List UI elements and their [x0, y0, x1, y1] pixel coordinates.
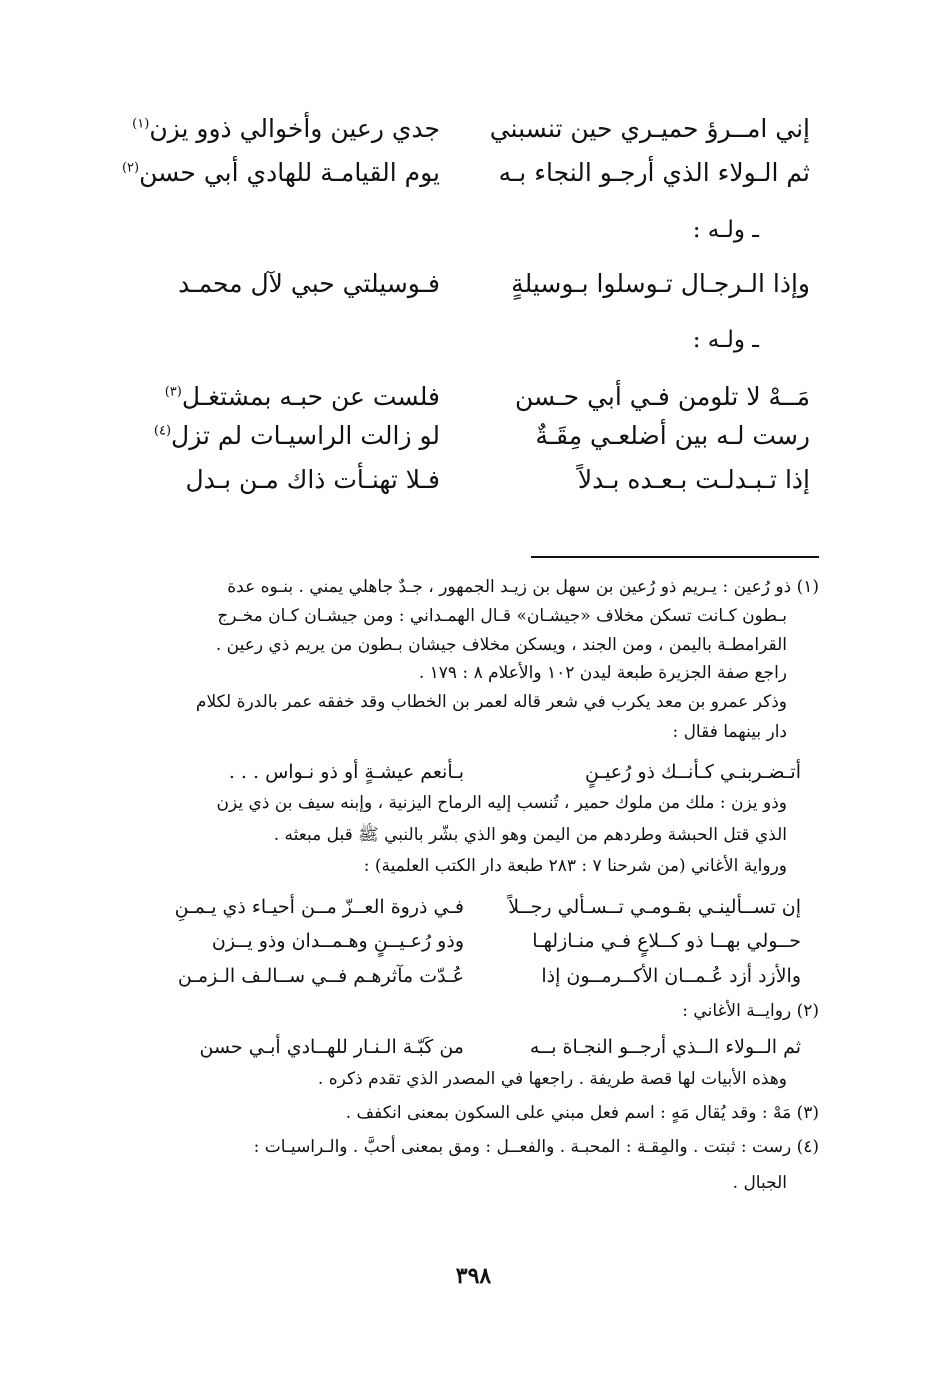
verse-second-hemistich	[121, 151, 440, 195]
verse-second-hemistich: فـلا تهنـأت ذاك مـن بـدل	[185, 465, 440, 494]
verse-first-hemistich: والأزد أزد عُـمــان الأكــرمــون إذا	[541, 965, 801, 987]
verse-first-hemistich: إني امــرؤ حميـري حين تنسبني	[489, 114, 810, 143]
verse-second-hemistich: فـي ذروة العــزّ مــن أحيـاء ذي يـمـنِ	[174, 896, 464, 918]
footnote-line: ورواية الأغاني (من شرحنا ٧ : ٢٨٣ طبعة دار الكتب العلمية) :	[363, 856, 787, 876]
footnote-line: الذي قتل الحبشة وطردهم من اليمن وهو الذي بشّر بالنبي ﷺ قبل مبعثه .	[273, 825, 787, 845]
verse-line	[130, 414, 810, 458]
footnote-line: وهذه الأبيات لها قصة طريفة . راجعها في المصدر الذي تقدم ذكره .	[317, 1069, 787, 1089]
verse-first-hemistich: رست لـه بين أضلعـي مِقَـةٌ	[535, 421, 810, 450]
verse-line	[121, 151, 810, 195]
footnote-line: راجع صفة الجزيرة طبعة ليدن ١٠٢ والأعلام ٨ : ١٧٩ .	[418, 663, 787, 683]
footnote-line: القرامطـة باليمن ، ومن الجند ، ويسكن مخلاف جيشان بـطون من يريم ذي رعين .	[215, 635, 787, 655]
footnote-verse	[120, 892, 819, 922]
footnote-line: وذكر عمرو بن معد يكرب في شعر قاله لعمر بن الخطاب وقد خفقه عمر بالدرة لكلام	[195, 692, 787, 712]
footnote-ref: (٤)	[153, 423, 172, 439]
page-number: ٣٩٨	[455, 1263, 492, 1289]
verse-second-hemistich: عُـدّت مآثرهـم فــي ســالـف الـزمـن	[177, 965, 464, 987]
hemistich-text: جدي رعين وأخوالي ذوو يزن	[149, 114, 440, 143]
verse-line	[130, 375, 810, 419]
verse-second-hemistich: بـأنعم عيشـةٍ أو ذو نـواس . . .	[228, 761, 464, 783]
verse-first-hemistich: إن تســألينـي بقـومـي تــسـألي رجــلاً	[508, 896, 801, 918]
verse-second-hemistich: فـوسيلتي حبي لآل محمـد	[178, 269, 440, 298]
verse-first-hemistich: إذا تـبـدلـت بـعـده بـدلاً	[577, 465, 810, 494]
footnote-separator	[531, 556, 819, 558]
verse-first-hemistich: مَــهْ لا تلومن فـي أبي حـسن	[515, 382, 810, 411]
footnote-ref: (١)	[132, 116, 150, 132]
footnote-verse	[120, 961, 819, 991]
hemistich-text: لو زالت الراسيـات لم تزل	[171, 421, 440, 450]
verse-first-hemistich: ثم الــولاء الــذي أرجــو النجـاة بــه	[529, 1036, 801, 1058]
footnote-line: (٣) مَهْ : وقد يُقال مَهٍ : اسم فعل مبني على السكون بمعنى انكفف .	[345, 1103, 819, 1123]
verse-first-hemistich: ثم الـولاء الذي أرجـو النجاء بـه	[498, 158, 810, 187]
footnote-verse	[120, 1032, 819, 1062]
footnote-line: (٢) روايــة الأغاني :	[682, 1001, 819, 1021]
hemistich-text: يوم القيامـة للهادي أبي حسن	[139, 158, 440, 187]
footnote-line: (١) ذو رُعين : يـريم ذو رُعين بن سهل بن زيـد الجمهور ، جـدٌ جاهلي يمني . بنـوه عدة	[227, 577, 819, 597]
footnote-ref: (٣)	[164, 384, 182, 400]
verse-line	[130, 458, 810, 502]
footnote-line: وذو يزن : ملك من ملوك حمير ، تُنسب إليه الرماح اليزنية ، وإبنه سيف بن ذي يزن	[216, 793, 787, 813]
footnote-ref: (٢)	[121, 160, 140, 176]
verse-first-hemistich: وإذا الـرجـال تـوسلوا بـوسيلةٍ	[511, 269, 810, 298]
hemistich-text: فلست عن حبـه بمشتغـل	[181, 382, 440, 411]
verse-second-hemistich	[140, 414, 440, 458]
verse-first-hemistich: حــولي بهــا ذو كــلاعٍ فـي منـازلهـا	[532, 930, 801, 952]
poem-intro: ـ ولـه :	[692, 327, 759, 353]
footnote-line: بـطون كـانت تسكن مخلاف «جيشـان» قـال الهمـداني : ومن جيشـان كـان مخـرج	[217, 606, 787, 626]
verse-line	[130, 107, 810, 151]
verse-second-hemistich: وذو رُعـيــنٍ وهـمــدان وذو يــزن	[211, 930, 464, 952]
verse-line	[130, 262, 810, 306]
verse-second-hemistich	[132, 107, 440, 151]
verse-second-hemistich	[140, 375, 440, 419]
footnote-line: (٤) رست : ثبتت . والمِقـة : المحبـة . والفعــل : ومق بمعنى أحبَّ . والـراسيـات :	[253, 1137, 819, 1157]
footnote-line: الجبال .	[732, 1173, 787, 1193]
verse-second-hemistich: من كَبّـة الـنـار للهــادي أبـي حسن	[199, 1036, 464, 1058]
footnote-verse	[120, 926, 819, 956]
footnote-line: دار بينهما فقال :	[672, 722, 787, 742]
poem-intro: ـ ولـه :	[692, 217, 759, 243]
verse-first-hemistich: أتـضـربنـي كـأنــك ذو رُعيـنٍ	[585, 761, 801, 783]
footnote-verse	[120, 757, 819, 787]
